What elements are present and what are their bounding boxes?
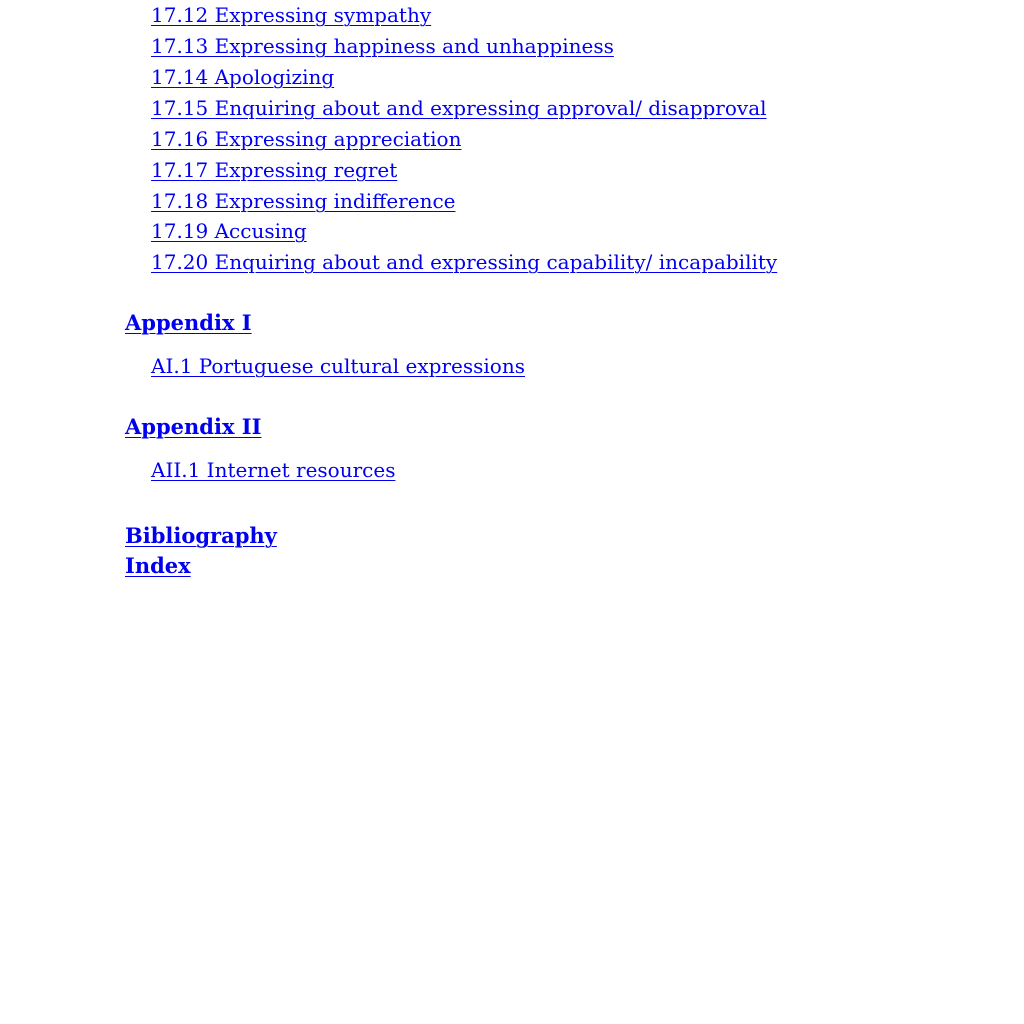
toc-link-17-12[interactable]: 17.12 Expressing sympathy	[151, 3, 432, 27]
toc-link-aii-1[interactable]: AII.1 Internet resources	[151, 458, 396, 482]
toc-link-17-20[interactable]: 17.20 Enquiring about and expressing capability/ incapability	[151, 250, 778, 274]
toc-link-17-14[interactable]: 17.14 Apologizing	[151, 65, 335, 89]
toc-heading-appendix-ii[interactable]: Appendix II	[125, 414, 262, 439]
toc-heading-appendix-i[interactable]: Appendix I	[125, 310, 252, 335]
toc-link-17-15[interactable]: 17.15 Enquiring about and expressing approval/ disapproval	[151, 96, 767, 120]
toc-link-17-19[interactable]: 17.19 Accusing	[151, 219, 307, 243]
toc-link-17-16[interactable]: 17.16 Expressing appreciation	[151, 127, 462, 151]
toc-heading-bibliography[interactable]: Bibliography	[125, 523, 277, 548]
toc-link-ai-1[interactable]: AI.1 Portuguese cultural expressions	[151, 354, 525, 378]
toc-link-17-18[interactable]: 17.18 Expressing indifference	[151, 189, 456, 213]
toc-link-17-13[interactable]: 17.13 Expressing happiness and unhappiness	[151, 34, 614, 58]
toc-link-17-17[interactable]: 17.17 Expressing regret	[151, 158, 398, 182]
toc-heading-index[interactable]: Index	[125, 553, 191, 578]
